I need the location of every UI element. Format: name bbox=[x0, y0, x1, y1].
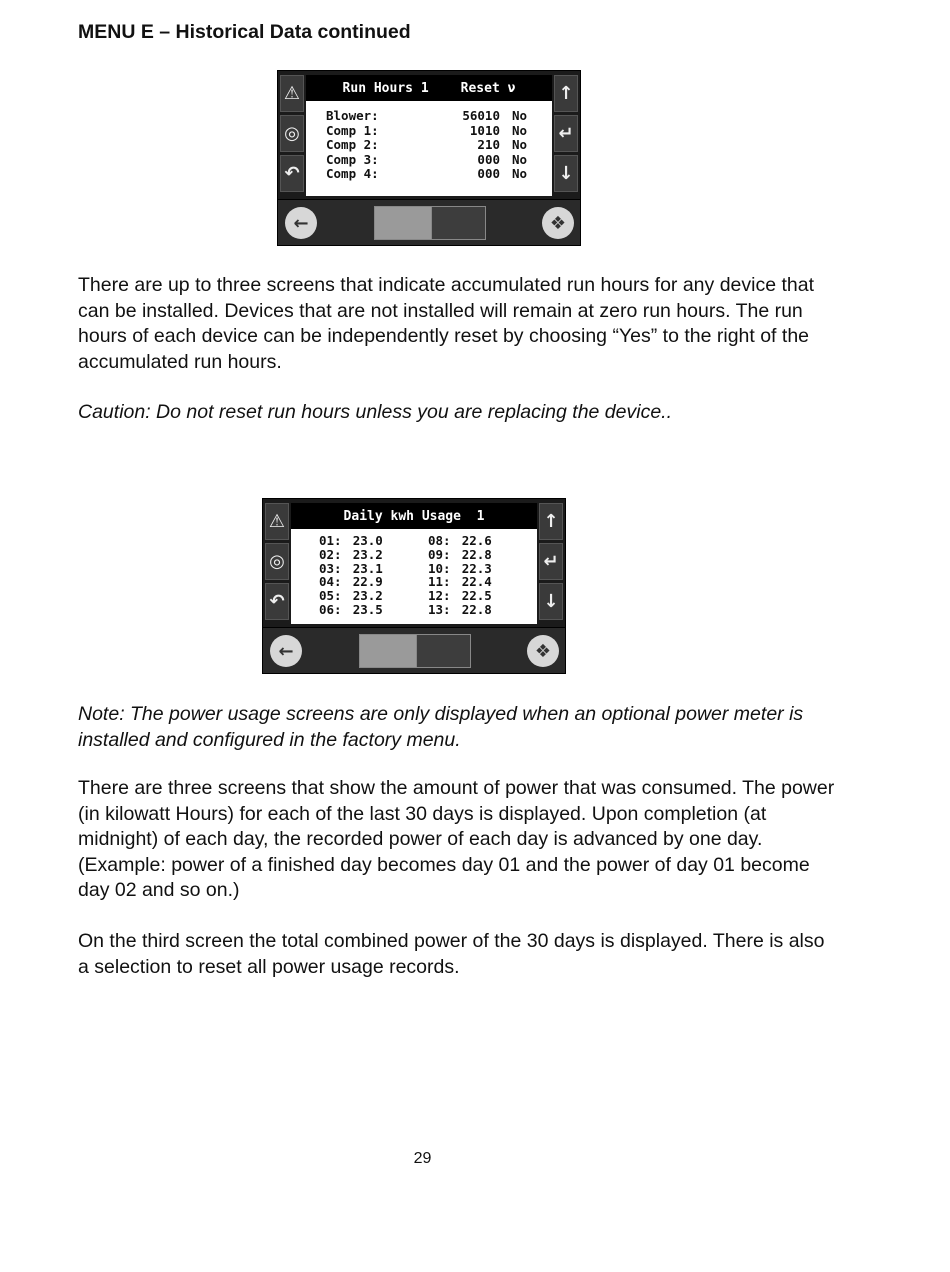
touch-gesture-icon bbox=[359, 634, 471, 668]
bottom-toolbar bbox=[263, 627, 565, 673]
page-number: 29 bbox=[413, 1150, 432, 1167]
undo-icon[interactable]: ↶ bbox=[280, 155, 304, 192]
reset-flag[interactable]: No bbox=[512, 151, 528, 167]
run-hours-row bbox=[306, 124, 552, 139]
target-icon[interactable]: ◎ bbox=[265, 543, 289, 580]
day-label: 08: bbox=[428, 533, 451, 548]
device-name: Comp 4: bbox=[326, 166, 379, 182]
day-label: 05: bbox=[319, 588, 342, 604]
power-meter-note: Note: The power usage screens are only displayed when an optional power meter is installed and configured in the factory menu. bbox=[78, 703, 804, 751]
kwh-usage-display bbox=[291, 503, 537, 624]
kwh-value: 23.2 bbox=[352, 588, 383, 604]
down-arrow-icon[interactable]: ↓ bbox=[539, 583, 563, 620]
device-name: Comp 1: bbox=[326, 122, 379, 138]
screen-title-bar bbox=[291, 503, 537, 529]
run-hours-list bbox=[306, 101, 552, 182]
day-label: 12: bbox=[428, 588, 451, 604]
kwh-usage-row bbox=[319, 548, 537, 562]
up-arrow-icon[interactable]: ↑ bbox=[554, 75, 578, 112]
target-icon[interactable]: ◎ bbox=[280, 115, 304, 152]
day-label: 03: bbox=[319, 560, 342, 576]
reset-flag[interactable]: No bbox=[512, 108, 528, 123]
kwh-usage-row bbox=[319, 575, 537, 589]
third-screen-description: On the third screen the total combined power of the 30 days is displayed. There is also a selection to reset all power usage records. bbox=[78, 930, 825, 978]
kwh-value: 22.5 bbox=[461, 588, 492, 604]
caution-text: Caution: Do not reset run hours unless you are replacing the device.. bbox=[78, 401, 673, 423]
kwh-usage-row bbox=[319, 562, 537, 576]
kwh-value: 22.9 bbox=[352, 574, 383, 590]
bottom-toolbar bbox=[278, 199, 580, 245]
kwh-usage-row bbox=[319, 589, 537, 603]
undo-icon[interactable]: ↶ bbox=[265, 583, 289, 620]
power-screens-description: There are three screens that show the amount of power that was consumed. The power (in kilowatt Hours) for each of the last 30 days is displayed. Upon completion (at midnight) of each day, the recorded power of each day is advanced by one day. (Example: power of a finished day becomes day 01 and the power of day 01 become day 02 and so on.) bbox=[78, 777, 835, 901]
back-icon[interactable]: ← bbox=[270, 635, 302, 667]
kwh-value: 22.6 bbox=[461, 533, 492, 548]
enter-icon[interactable]: ↵ bbox=[539, 543, 563, 580]
screen-title-bar bbox=[306, 75, 552, 101]
day-label: 10: bbox=[428, 560, 451, 576]
up-arrow-icon[interactable]: ↑ bbox=[539, 503, 563, 540]
day-label: 06: bbox=[319, 601, 342, 617]
run-hours-row bbox=[306, 109, 552, 124]
enter-icon[interactable]: ↵ bbox=[554, 115, 578, 152]
menu-icon[interactable]: ❖ bbox=[527, 635, 559, 667]
reset-flag[interactable]: No bbox=[512, 137, 528, 153]
down-arrow-icon[interactable]: ↓ bbox=[554, 155, 578, 192]
day-label: 01: bbox=[319, 533, 342, 548]
back-icon[interactable]: ← bbox=[285, 207, 317, 239]
kwh-value: 22.3 bbox=[461, 560, 492, 576]
day-label: 09: bbox=[428, 546, 451, 562]
reset-label[interactable]: Reset ν bbox=[460, 80, 516, 96]
reset-flag[interactable]: No bbox=[512, 166, 528, 182]
run-hours-value: 1010 bbox=[469, 122, 500, 138]
run-hours-row bbox=[306, 153, 552, 168]
kwh-usage-list bbox=[291, 529, 537, 617]
device-name: Blower: bbox=[326, 108, 379, 123]
run-hours-row bbox=[306, 138, 552, 153]
day-label: 04: bbox=[319, 574, 342, 590]
device-name: Comp 2: bbox=[326, 137, 379, 153]
kwh-value: 22.8 bbox=[461, 546, 492, 562]
reset-flag[interactable]: No bbox=[512, 122, 528, 138]
run-hours-value: 000 bbox=[477, 166, 500, 182]
kwh-usage-row bbox=[319, 603, 537, 617]
screen-title: Daily kwh Usage 1 bbox=[343, 508, 485, 524]
run-hours-description: There are up to three screens that indicate accumulated run hours for any device that can be installed. Devices that are not installed will remain at zero run hours. The run hours of each device can be independently reset by choosing “Yes” to the right of the accumulated run hours. bbox=[78, 274, 815, 373]
kwh-value: 22.4 bbox=[461, 574, 492, 590]
day-label: 13: bbox=[428, 601, 451, 617]
run-hours-value: 000 bbox=[477, 151, 500, 167]
day-label: 11: bbox=[428, 574, 451, 590]
kwh-value: 23.0 bbox=[352, 533, 383, 548]
menu-icon[interactable]: ❖ bbox=[542, 207, 574, 239]
page-heading: MENU E – Historical Data continued bbox=[78, 21, 411, 43]
warning-icon[interactable]: ⚠ bbox=[265, 503, 289, 540]
kwh-usage-screen bbox=[262, 498, 566, 674]
run-hours-row bbox=[306, 167, 552, 182]
kwh-value: 23.2 bbox=[352, 546, 383, 562]
device-name: Comp 3: bbox=[326, 151, 379, 167]
run-hours-screen bbox=[277, 70, 581, 246]
warning-icon[interactable]: ⚠ bbox=[280, 75, 304, 112]
day-label: 02: bbox=[319, 546, 342, 562]
screen-title: Run Hours 1 bbox=[342, 80, 429, 96]
kwh-value: 22.8 bbox=[461, 601, 492, 617]
kwh-value: 23.5 bbox=[352, 601, 383, 617]
run-hours-value: 56010 bbox=[462, 108, 500, 123]
run-hours-display bbox=[306, 75, 552, 196]
kwh-usage-row bbox=[319, 534, 537, 548]
kwh-value: 23.1 bbox=[352, 560, 383, 576]
touch-gesture-icon bbox=[374, 206, 486, 240]
run-hours-value: 210 bbox=[477, 137, 500, 153]
